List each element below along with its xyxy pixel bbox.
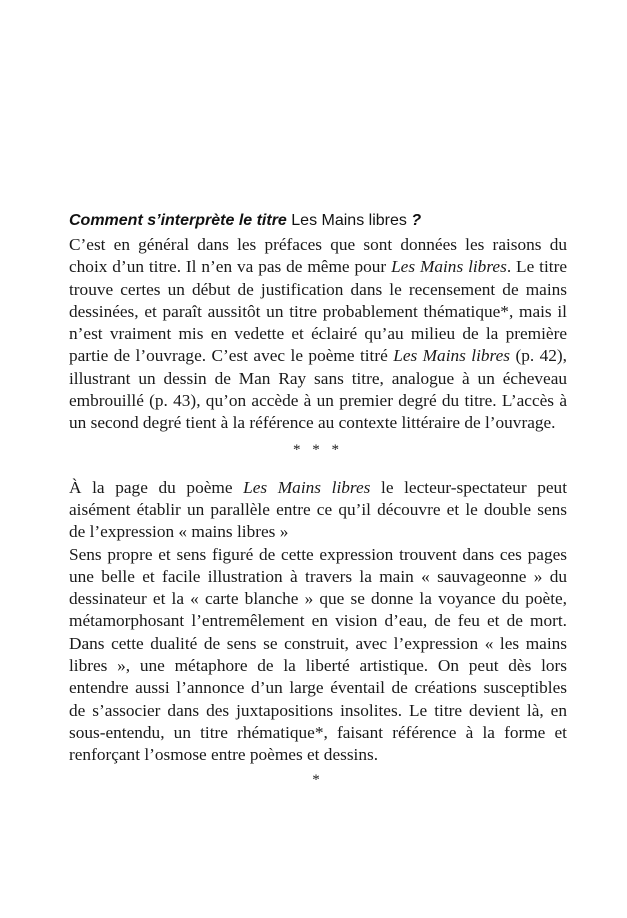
paragraph-1-text-c: (p. 42), illustrant un dessin de Man Ray sans titre, analogue à un écheveau embrouillé (p. 43), qu’on accède à un premier degré du titre. L’accès à un second degré tient à la référence au contexte littéraire de l’ouvrage. bbox=[69, 346, 568, 433]
separator-asterisk: * bbox=[312, 771, 324, 788]
separator-triple-asterisk: * * * bbox=[293, 441, 343, 458]
paragraph-1-title-b: Les Mains libres bbox=[393, 346, 511, 366]
paragraph-2-text-b: le lecteur-spectateur peut aisément établir un parallèle entre ce qu’il découvre et le double sens de l’expression « mains libres » bbox=[69, 477, 567, 542]
paragraph-1-text-b: . Le titre trouve certes un début de justification dans le recensement de mains dessinées, et paraît aussitôt un titre probablement thématique*, mais il n’est vraiment mis en vedette et éclairé qu’au milieu de la première partie de l’ouvrage. C’est avec le poème titré bbox=[69, 257, 567, 366]
heading-end: ? bbox=[406, 212, 422, 229]
section-heading bbox=[69, 210, 567, 232]
heading-title: Les Mains libres bbox=[291, 212, 407, 229]
paragraph-2-text-a: À la page du poème bbox=[69, 477, 244, 497]
page-content bbox=[69, 210, 567, 807]
paragraph-1 bbox=[69, 234, 567, 435]
paragraph-1-text-a: C’est en général dans les préfaces que sont données les raisons du choix d’un titre. Il n’en va pas de même pour bbox=[69, 235, 567, 277]
paragraph-2 bbox=[69, 477, 567, 544]
paragraph-1-title-a: Les Mains libres bbox=[391, 257, 507, 277]
paragraph-2-title: Les Mains libres bbox=[243, 477, 371, 497]
paragraph-3: Sens propre et sens figuré de cette expression trouvent dans ces pages une belle et facile illustration à travers la main « sauvageonne » du dessinateur et la « carte blanche » que se donne la voyance du poète, métamorphosant l’entremêlement en vision d’eau, de feu et de mort. Dans cette dualité de sens se construit, avec l’expression « les mains libres », une métaphore de la liberté artistique. On peut dès lors entendre aussi l’annonce d’un large éventail de créations susceptibles de s’associer dans des juxtapositions insolites. Le titre devient là, en sous-entendu, un titre rhématique*, faisant référence à la forme et renforçant l’osmose entre poèmes et dessins. bbox=[69, 544, 567, 765]
heading-italic: Comment s’interprète le titre bbox=[69, 212, 292, 229]
